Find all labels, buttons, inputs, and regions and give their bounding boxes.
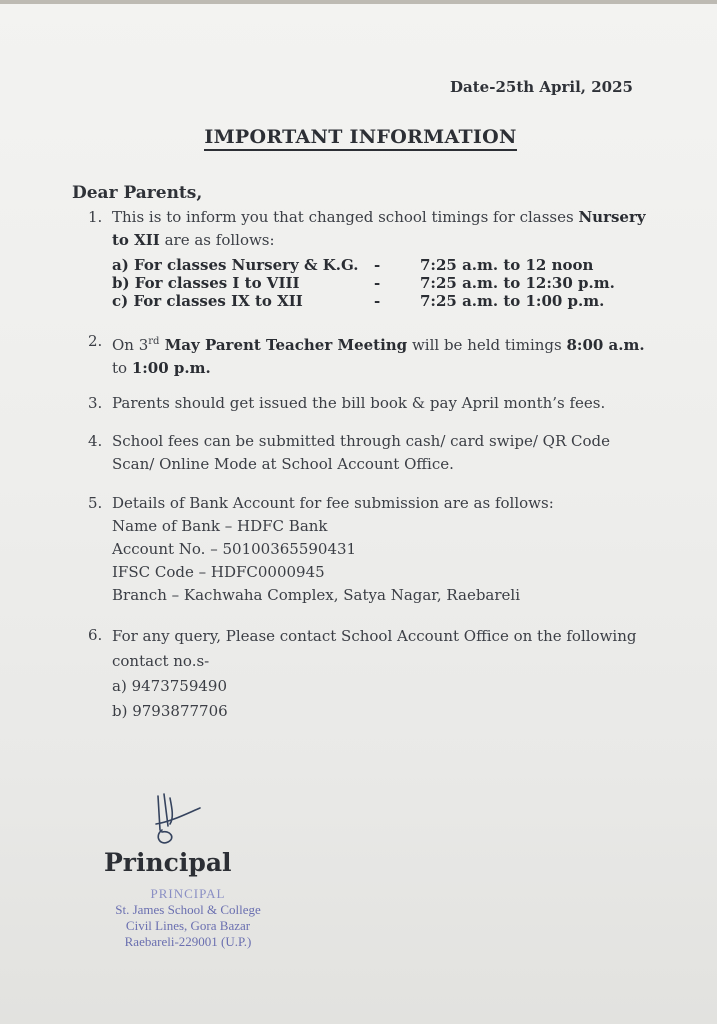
bank-branch: Branch – Kachwaha Complex, Satya Nagar, Raebareli: [112, 586, 521, 604]
item-body: [112, 206, 648, 310]
timing-row: [112, 256, 648, 274]
bank-account-number: Account No. – 50100365590431: [112, 540, 357, 558]
document-title: [0, 126, 717, 148]
timing-time: 7:25 a.m. to 1:00 p.m.: [420, 292, 605, 310]
notice-item-3: [88, 392, 648, 415]
bank-ifsc: IFSC Code – HDFC0000945: [112, 563, 325, 581]
item-text-bold: 8:00 a.m.: [566, 336, 645, 354]
principal-stamp: [88, 886, 288, 950]
stamp-line: St. James School & College: [115, 902, 261, 917]
timing-time: 7:25 a.m. to 12 noon: [420, 256, 594, 274]
signature-scribble: [150, 790, 210, 850]
item-text: School fees can be submitted through cash/ card swipe/ QR Code Scan/ Online Mode at School Account Office.: [112, 432, 611, 473]
contact-number: a) 9473759490: [112, 677, 227, 695]
notice-item-1: [88, 206, 648, 310]
notice-item-2: [88, 330, 648, 380]
timing-time: 7:25 a.m. to 12:30 p.m.: [420, 274, 615, 292]
notice-item-6: [88, 624, 658, 724]
timing-row: [112, 274, 648, 292]
item-text: Parents should get issued the bill book & pay April month’s fees.: [112, 394, 606, 412]
item-number: 2.: [88, 332, 103, 350]
signature-label: Principal: [104, 848, 232, 877]
paper-edge: [0, 0, 717, 4]
document-title-text: IMPORTANT INFORMATION: [204, 126, 516, 151]
document-date: Date-25th April, 2025: [450, 78, 633, 96]
item-number: 3.: [88, 394, 103, 412]
item-number: 4.: [88, 432, 103, 450]
item-text: For any query, Please contact School Account Office on the following contact no.s-: [112, 627, 637, 670]
bank-details: [112, 492, 648, 607]
greeting: Dear Parents,: [72, 183, 203, 203]
item-number: 5.: [88, 494, 103, 512]
item-body: [112, 624, 658, 724]
stamp-line: PRINCIPAL: [150, 886, 226, 901]
timing-dash: -: [374, 274, 381, 292]
item-text-bold: Nursery to XII: [112, 208, 646, 249]
notice-item-4: [88, 430, 648, 476]
timing-row: [112, 292, 648, 310]
item-body: [112, 330, 648, 380]
timing-label: c) For classes IX to XII: [112, 292, 303, 310]
item-text: 3: [138, 336, 149, 354]
item-text: This is to inform you that changed school timings for classes: [112, 208, 579, 226]
stamp-line: Civil Lines, Gora Bazar: [125, 918, 251, 933]
item-number: 1.: [88, 208, 103, 226]
item-text-bold: 1:00 p.m.: [131, 359, 211, 377]
stamp-line: Raebareli-229001 (U.P.): [124, 934, 252, 949]
timing-dash: -: [374, 256, 381, 274]
superscript: rd: [148, 336, 160, 347]
item-text-bold: May Parent Teacher Meeting: [159, 336, 408, 354]
item-text: will be held timings: [407, 336, 567, 354]
timing-label: a) For classes Nursery & K.G.: [112, 256, 359, 274]
item-text: to: [112, 359, 132, 377]
item-number: 6.: [88, 626, 103, 644]
timing-label: b) For classes I to VIII: [112, 274, 300, 292]
item-text: On: [112, 336, 139, 354]
item-text: are as follows:: [159, 231, 275, 249]
contact-number: b) 9793877706: [112, 702, 228, 720]
timings-list: [112, 256, 648, 310]
timing-dash: -: [374, 292, 381, 310]
bank-intro: Details of Bank Account for fee submission are as follows:: [112, 494, 554, 512]
notice-item-5: [88, 492, 648, 607]
bank-name: Name of Bank – HDFC Bank: [112, 517, 328, 535]
